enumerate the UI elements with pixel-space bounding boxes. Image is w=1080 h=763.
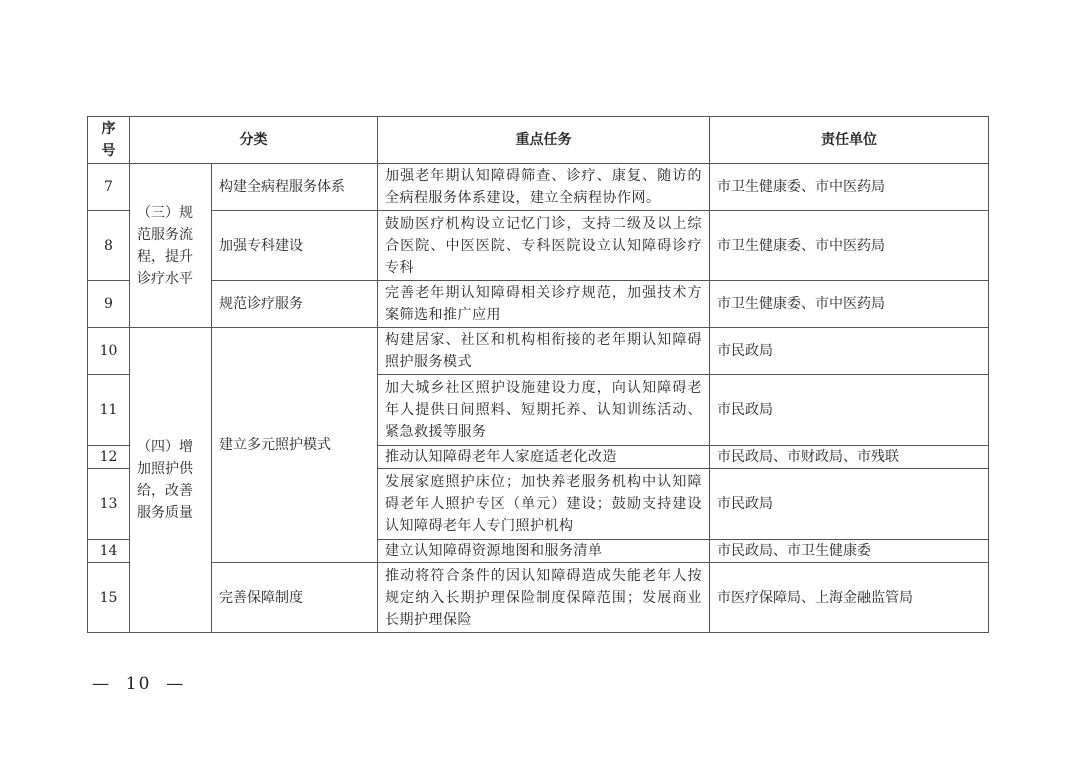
table-row [88, 328, 989, 375]
unit-cell: 市卫生健康委、市中医药局 [710, 164, 989, 211]
table-row [88, 281, 989, 328]
task-cell: 建立认知障碍资源地图和服务清单 [378, 540, 710, 563]
row-number: 8 [88, 211, 130, 281]
task-cell: 推动认知障碍老年人家庭适老化改造 [378, 446, 710, 469]
row-number: 13 [88, 469, 130, 540]
task-cell: 加强老年期认知障碍筛查、诊疗、康复、随访的全病程服务体系建设，建立全病程协作网。 [378, 164, 710, 211]
unit-cell: 市医疗保障局、上海金融监管局 [710, 563, 989, 633]
page-number: — 10 — [92, 674, 186, 694]
row-number: 14 [88, 540, 130, 563]
subcategory-label: 规范诊疗服务 [212, 281, 378, 328]
row-number: 15 [88, 563, 130, 633]
header-category: 分类 [130, 117, 378, 164]
row-number: 7 [88, 164, 130, 211]
row-number: 12 [88, 446, 130, 469]
header-seq: 序号 [88, 117, 130, 164]
unit-cell: 市卫生健康委、市中医药局 [710, 281, 989, 328]
subcategory-label: 建立多元照护模式 [212, 328, 378, 563]
unit-cell: 市民政局、市卫生健康委 [710, 540, 989, 563]
row-number: 9 [88, 281, 130, 328]
unit-cell: 市民政局 [710, 375, 989, 446]
table-row [88, 563, 989, 633]
unit-cell: 市民政局 [710, 469, 989, 540]
task-cell: 鼓励医疗机构设立记忆门诊，支持二级及以上综合医院、中医医院、专科医院设立认知障碍诊疗专科 [378, 211, 710, 281]
header-unit: 责任单位 [710, 117, 989, 164]
task-cell: 推动将符合条件的因认知障碍造成失能老年人按规定纳入长期护理保险制度保障范围；发展商业长期护理保险 [378, 563, 710, 633]
table-row [88, 211, 989, 281]
row-number: 11 [88, 375, 130, 446]
unit-cell: 市卫生健康委、市中医药局 [710, 211, 989, 281]
unit-cell: 市民政局 [710, 328, 989, 375]
table-header-row [88, 117, 989, 164]
unit-cell: 市民政局、市财政局、市残联 [710, 446, 989, 469]
subcategory-label: 加强专科建设 [212, 211, 378, 281]
table-row [88, 164, 989, 211]
group-label: （四）增加照护供给，改善服务质量 [130, 328, 212, 633]
task-cell: 构建居家、社区和机构相衔接的老年期认知障碍照护服务模式 [378, 328, 710, 375]
task-cell: 发展家庭照护床位；加快养老服务机构中认知障碍老年人照护专区（单元）建设；鼓励支持建设认知障碍老年人专门照护机构 [378, 469, 710, 540]
task-table [87, 116, 989, 633]
row-number: 10 [88, 328, 130, 375]
task-cell: 加大城乡社区照护设施建设力度，向认知障碍老年人提供日间照料、短期托养、认知训练活动、紧急救援等服务 [378, 375, 710, 446]
subcategory-label: 完善保障制度 [212, 563, 378, 633]
group-label: （三）规范服务流程，提升诊疗水平 [130, 164, 212, 328]
subcategory-label: 构建全病程服务体系 [212, 164, 378, 211]
header-task: 重点任务 [378, 117, 710, 164]
task-cell: 完善老年期认知障碍相关诊疗规范，加强技术方案筛选和推广应用 [378, 281, 710, 328]
